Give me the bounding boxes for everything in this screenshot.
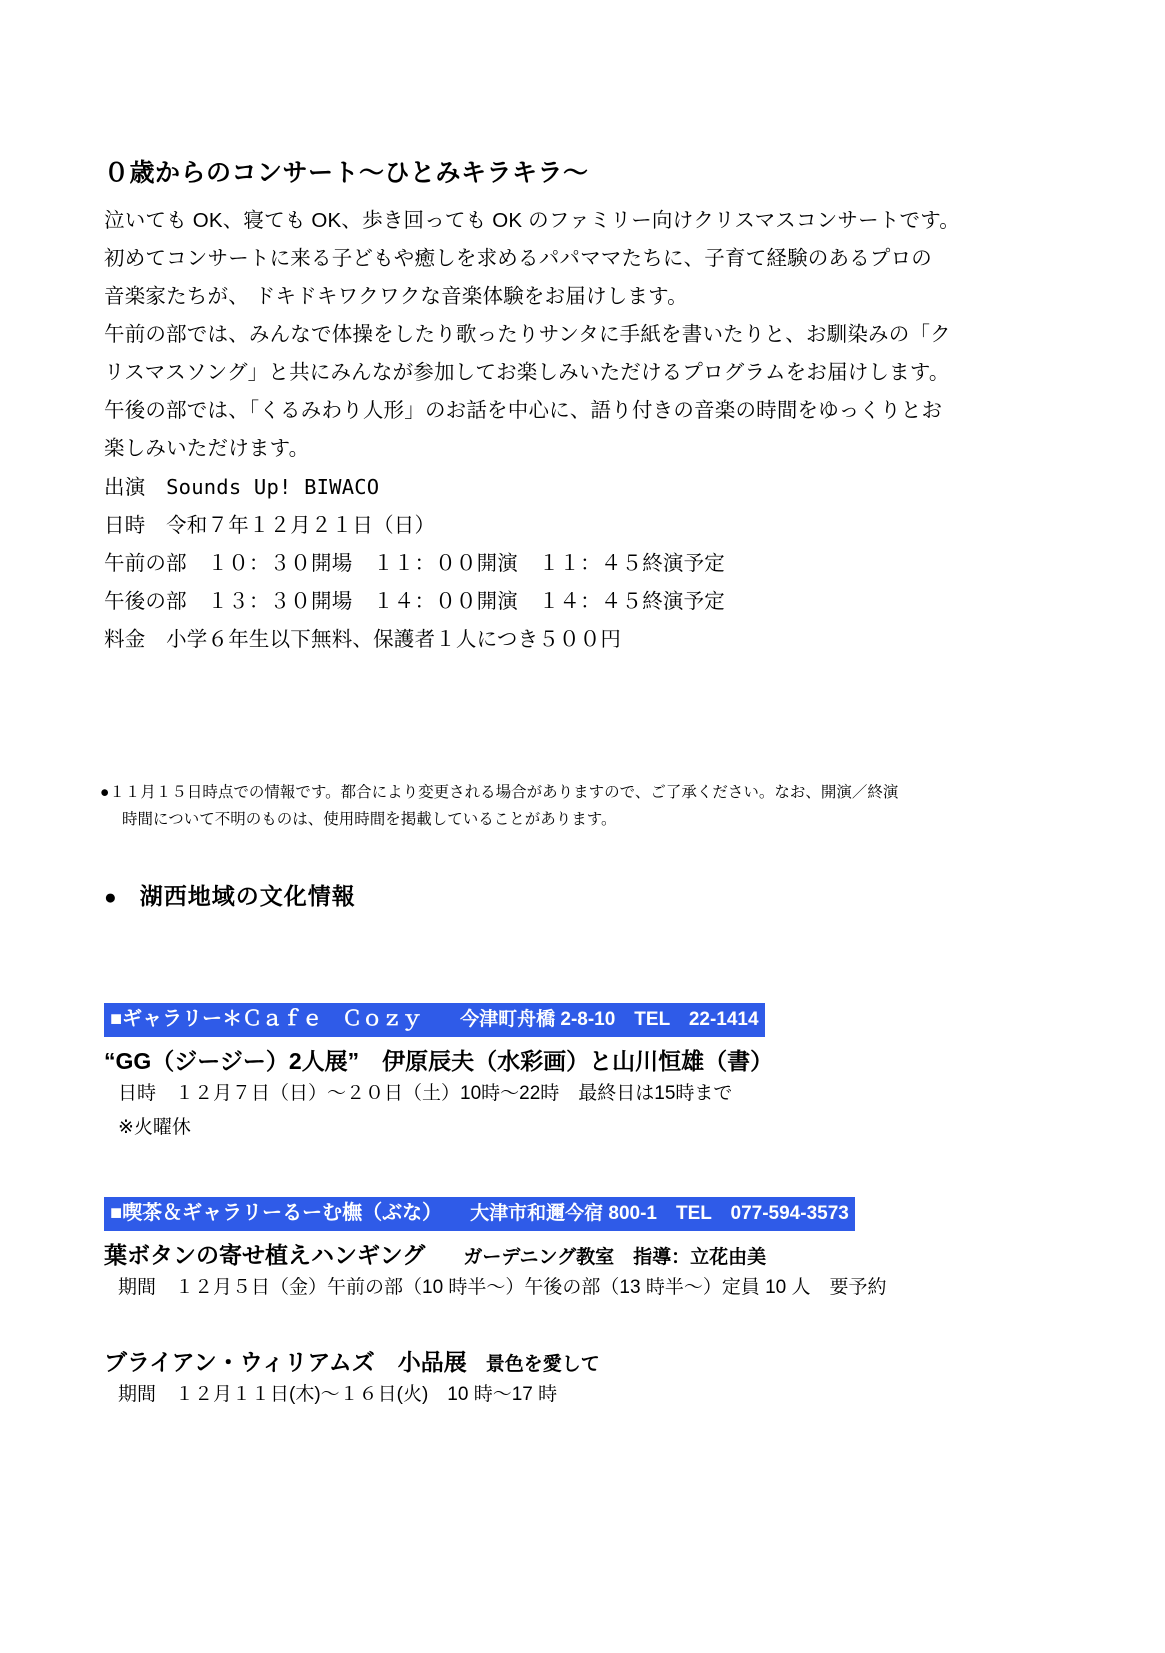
performer-row — [104, 468, 1024, 507]
concert-datetime: 日時 令和７年１２月２１日（日） — [104, 514, 436, 537]
event-detail-line: 期間 １２月５日（金）午前の部（10 時半～）午後の部（13 時半～）定員 10 人 要予約 — [118, 1277, 887, 1299]
performer-value: Sounds Up! BIWACO — [166, 475, 380, 499]
concert-paragraph-5: リスマスソング」と共にみんなが参加してお楽しみいただけるプログラムをお届けします。 — [104, 361, 950, 384]
concert-paragraph-4: 午前の部では、みんなで体操をしたり歌ったりサンタに手紙を書いたりと、お馴染みの「ク — [104, 323, 951, 346]
event-title-main: 葉ボタンの寄せ植えハンギング — [104, 1242, 426, 1268]
concert-paragraph-3: 音楽家たちが、 ドキドキワクワクな音楽体験をお届けします。 — [104, 285, 688, 308]
event-title — [104, 1240, 887, 1271]
event-detail-line: 期間 １２月１１日(木)～１６日(火) 10 時～17 時 — [118, 1384, 558, 1406]
concert-fee: 料金 小学６年生以下無料、保護者１人につき５００円 — [104, 628, 622, 651]
event-subtitle: 景色を愛して — [466, 1354, 600, 1376]
venue-block-room-buna — [104, 1197, 887, 1412]
event-title: “GG（ジージー）2人展” 伊原辰夫（水彩画）と山川恒雄（書） — [104, 1048, 774, 1074]
event-title-main: ブライアン・ウィリアムズ 小品展 — [104, 1349, 467, 1376]
concert-paragraph-2: 初めてコンサートに来る子どもや癒しを求めるパパママたちに、子育て経験のあるプロの — [104, 247, 932, 270]
section-heading-label: 湖西地域の文化情報 — [139, 883, 356, 909]
concert-afternoon-session: 午後の部 １３：３０開場 １４：００開演 １４：４５終演予定 — [104, 590, 725, 613]
venue-banner-address: 今津町舟橋 2-8-10 TEL 22-1414 — [422, 1009, 759, 1030]
event-subtitle: ガーデニング教室 指導：立花由美 — [425, 1247, 767, 1268]
page-title: ０歳からのコンサート～ひとみキラキラ～ — [104, 159, 589, 187]
event-detail-line: 日時 １２月７日（日）～２０日（土）10時～22時 最終日は15時まで — [118, 1083, 733, 1105]
concert-paragraph-1: 泣いても OK、寝ても OK、歩き回っても OK のファミリー向けクリスマスコンサートです。 — [104, 209, 960, 232]
venue-banner-name: ■喫茶＆ギャラリーるーむ橅（ぶな） — [110, 1202, 433, 1224]
venue-banner-name: ■ギャラリー＊Ｃａｆｅ Ｃｏｚｙ — [110, 1008, 423, 1030]
venue-banner — [104, 1003, 765, 1037]
disclaimer-note — [100, 779, 1060, 833]
concert-paragraph-6: 午後の部では、「くるみわり人形」のお話を中心に、語り付きの音楽の時間をゆっくりとお — [104, 399, 943, 422]
performer-label: 出演 — [104, 476, 146, 499]
concert-paragraph-7: 楽しみいただけます。 — [104, 437, 310, 460]
disclaimer-line-1: ●１１月１５日時点での情報です。都合により変更される場合がありますので、ご了承ください。なお、開演／終演 — [100, 784, 899, 801]
disclaimer-line-2: 時間について不明のものは、使用時間を掲載していることがあります。 — [122, 811, 617, 828]
section-heading-kosei — [104, 878, 356, 911]
event-detail-line: ※火曜休 — [118, 1117, 191, 1139]
venue-block-cafe-cozy — [104, 1003, 773, 1145]
venue-banner-address: 大津市和邇今宿 800-1 TEL 077-594-3573 — [432, 1203, 849, 1224]
concert-article — [104, 158, 1024, 659]
concert-morning-session: 午前の部 １０：３０開場 １１：００開演 １１：４５終演予定 — [104, 552, 725, 575]
event-title — [104, 1347, 887, 1378]
bullet-icon: ● — [104, 886, 118, 909]
venue-banner — [104, 1197, 855, 1231]
